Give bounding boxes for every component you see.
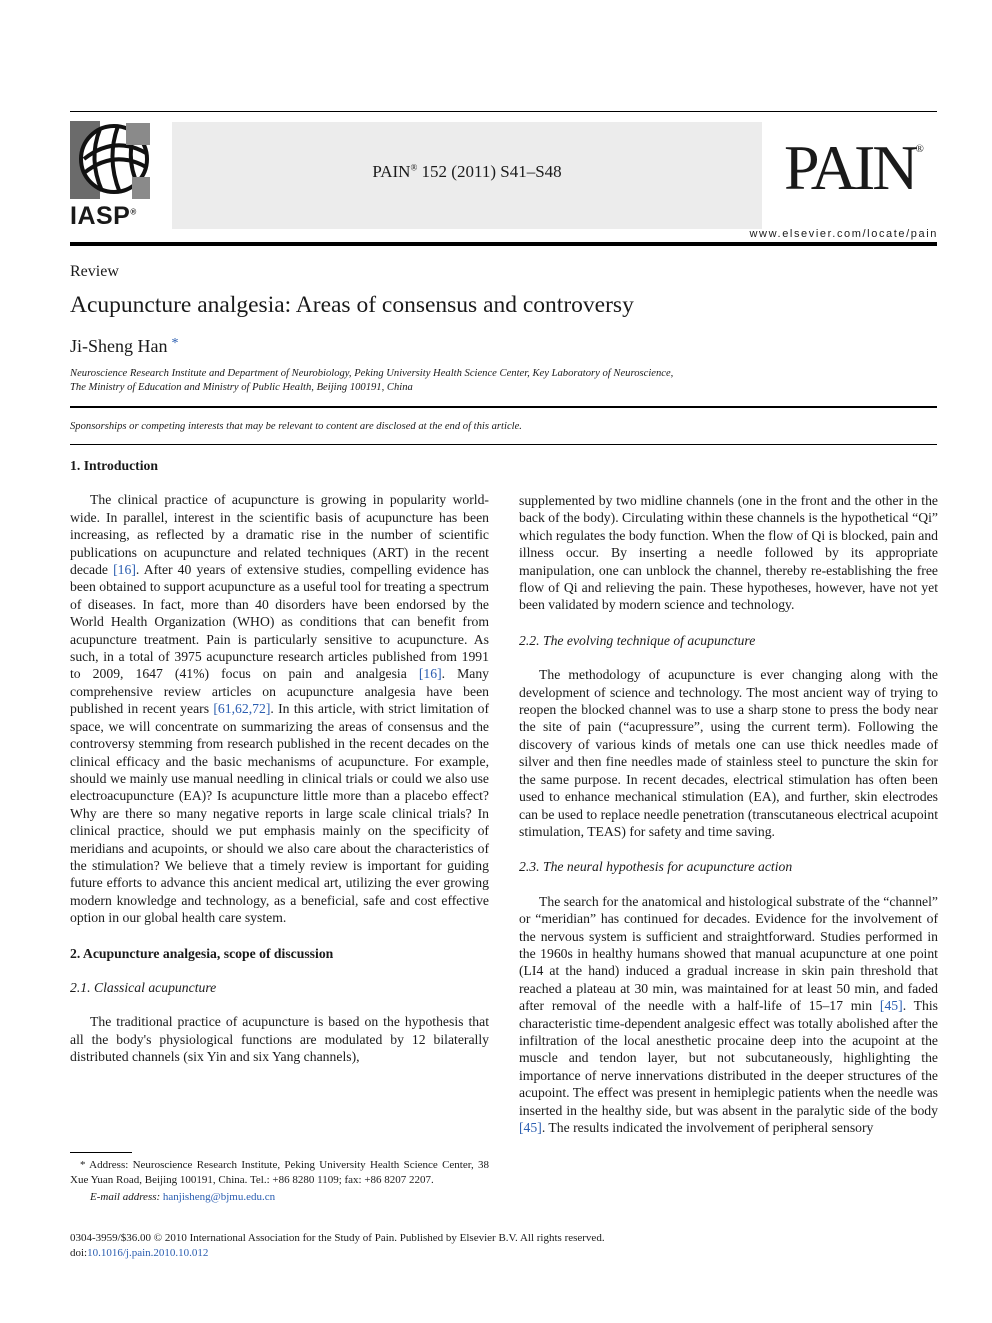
affiliation-rule [70, 406, 937, 408]
iasp-globe-icon [70, 121, 150, 201]
copyright-line: 0304-3959/$36.00 © 2010 International Association for the Study of Pain. Published by Elsevier B.V. All rights reserved. [70, 1232, 605, 1244]
copyright-block [70, 1231, 605, 1260]
journal-banner [172, 122, 762, 229]
footnote [70, 1158, 489, 1205]
footnote-email: E-mail address: hanjisheng@bjmu.edu.cn [90, 1191, 276, 1203]
author-name: Ji-Sheng Han * [70, 336, 179, 356]
doi-line: doi:10.1016/j.pain.2010.10.012 [70, 1246, 209, 1259]
paragraph: The traditional practice of acupuncture is based on the hypothesis that all the body's physiological functions are modulated by 12 bilaterally distributed channels (six Yin and six Yang channels), [70, 1014, 489, 1065]
author-affiliation [70, 367, 800, 395]
citation-link[interactable]: [45] [519, 1120, 542, 1135]
citation-link[interactable]: [45] [879, 998, 903, 1014]
article-type: Review [70, 263, 119, 280]
paragraph: The methodology of acupuncture is ever changing along with the development of science and technology. The most ancient way of trying to reopen the blocked channel was to use a sharp stone to press the body near the site of pain (“acupressure”, using the current term). Following the discovery of various kinds of metals one can use thick needles made of silver and then fine needles made of stainless steel to puncture the skin for the same purpose. In recent decades, electrical stimulation has often been used to enhance mechanical stimulation (EA), and further, skin electrodes can be used to replace needle penetration (transcutaneous electrical acupoint stimulation, TEAS) for safety and time saving. [519, 667, 938, 839]
affiliation-line: The Ministry of Education and Ministry of Public Health, Beijing 100191, China [70, 382, 413, 393]
section-heading-scope: 2. Acupuncture analgesia, scope of discussion [70, 945, 334, 961]
affiliation-line: Neuroscience Research Institute and Department of Neurobiology, Peking University Health Science Center, Key Laboratory of Neuroscience, [70, 368, 674, 379]
journal-citation: PAIN® 152 (2011) S41–S48 [372, 162, 562, 181]
sponsorship-note: Sponsorships or competing interests that may be relevant to content are disclosed at the end of this article. [70, 421, 522, 432]
article-title: Acupuncture analgesia: Areas of consensus and controversy [70, 292, 634, 318]
footnote-rule [70, 1152, 132, 1153]
doi-link[interactable]: 10.1016/j.pain.2010.10.012 [87, 1246, 209, 1259]
paragraph: supplemented by two midline channels (one in the front and the other in the back of the body). Circulating within these channels is the hypothetical “Qi” which regulates the body function. When the flow of Qi is blocked, pain and illness occur. By inserting a needle followed by its appropriate manipulation, one can unblock the channel, thereby re-establishing the free flow of Qi and relieving the pain. These hypotheses, however, have not yet been validated by modern science and technology. [519, 493, 939, 613]
subsection-heading-neural: 2.3. The neural hypothesis for acupuncture action [519, 859, 793, 875]
footnote-address: * Address: Neuroscience Research Institute, Peking University Health Science Center, 38 Xue Yuan Road, Beijing 100191, China. Tel.: +86 8280 1109; fax: +86 8207 2207. [70, 1159, 489, 1186]
right-column [519, 492, 938, 1136]
iasp-logo [70, 121, 150, 201]
left-column [70, 457, 489, 1066]
email-link[interactable]: hanjisheng@bjmu.edu.cn [162, 1191, 276, 1203]
paragraph: The search for the anatomical and histological substrate of the “channel” or “meridian” has continued for decades. Evidence for the involvement of the nervous system is sufficient and straightforward. Studies performed in the 1960s in healthy humans showed that manual acupuncture at one point (LI4 at the hand) induced a gradual increase in skin pain threshold that reached a plateau at 30 min, was maintained for at least 50 min, and faded after removal of the needle with a half-life of 15–17 min [45]. This characteristic time-dependent analgesic effect was totally abolished after the infiltration of the local anesthetic procaine deep into the acupoint at the muscle and tendon layer, but not subcutaneously, highlighting the importance of nerve innervations distributed in the deeper structures of the acupoint. The effect was present in hemiplegic patients when the needle was inserted in the healthy side, but was absent in the paralytic side of the body [45]. The results indicated the involvement of peripheral sensory [519, 893, 939, 1135]
top-rule [70, 111, 937, 112]
iasp-wordmark: IASP® [70, 202, 137, 230]
sponsorship-rule [70, 444, 937, 445]
header-thick-rule [70, 242, 937, 246]
pain-logo: PAIN® [784, 132, 924, 203]
subsection-heading-classical: 2.1. Classical acupuncture [70, 979, 217, 995]
citation-link[interactable]: [16] [113, 562, 136, 578]
journal-url[interactable]: www.elsevier.com/locate/pain [749, 228, 938, 240]
paragraph: The clinical practice of acupuncture is growing in popularity world-wide. In parallel, interest in the scientific basis of acupuncture has been increasing, as reflected by a dramatic rise in the number of scientific publications on acupuncture and related techniques (ART) in the recent decade [16]. After 40 years of extensive studies, compelling evidence has been obtained to support acupuncture as a useful tool for treating a spectrum of diseases. In fact, more than 40 disorders have been endorsed by the World Health Organization (WHO) as conditions that can benefit from acupuncture treatment. Pain is particularly sensitive to acupuncture. As such, in a total of 3975 acupuncture research articles published from 1991 to 2009, 1647 (41%) focus on pain and analgesia [16]. Many comprehensive review articles on acupuncture analgesia have been published in recent years [61,62,72]. In this article, with strict limitation of space, we will concentrate on summarizing the areas of consensus and the controversy stemming from research published in the recent decades on the clinical efficacy and the basic mechanisms of acupuncture. For example, should we mainly use manual needling in clinical trials or could we also use electroacupuncture (EA)? Is acupuncture little more than a placebo effect? Why are there so many negative reports in large scale clinical trials? In clinical practice, should we put emphasis mainly on the specificity of meridians and acupoints, or should we also care about the characteristics of the stimulation? We believe that a timely review is important for guiding future efforts to advance this ancient medical art, utilizing the ever growing modern knowledge and technology, as a beneficial, safe and cost effective option in our global health care system. [70, 492, 490, 926]
section-heading-introduction: 1. Introduction [70, 458, 158, 473]
subsection-heading-evolving: 2.2. The evolving technique of acupuncture [519, 632, 756, 648]
citation-link[interactable]: [61,62,72] [213, 701, 271, 717]
author-footnote-link[interactable]: * [171, 336, 179, 351]
citation-link[interactable]: [16] [418, 666, 442, 682]
